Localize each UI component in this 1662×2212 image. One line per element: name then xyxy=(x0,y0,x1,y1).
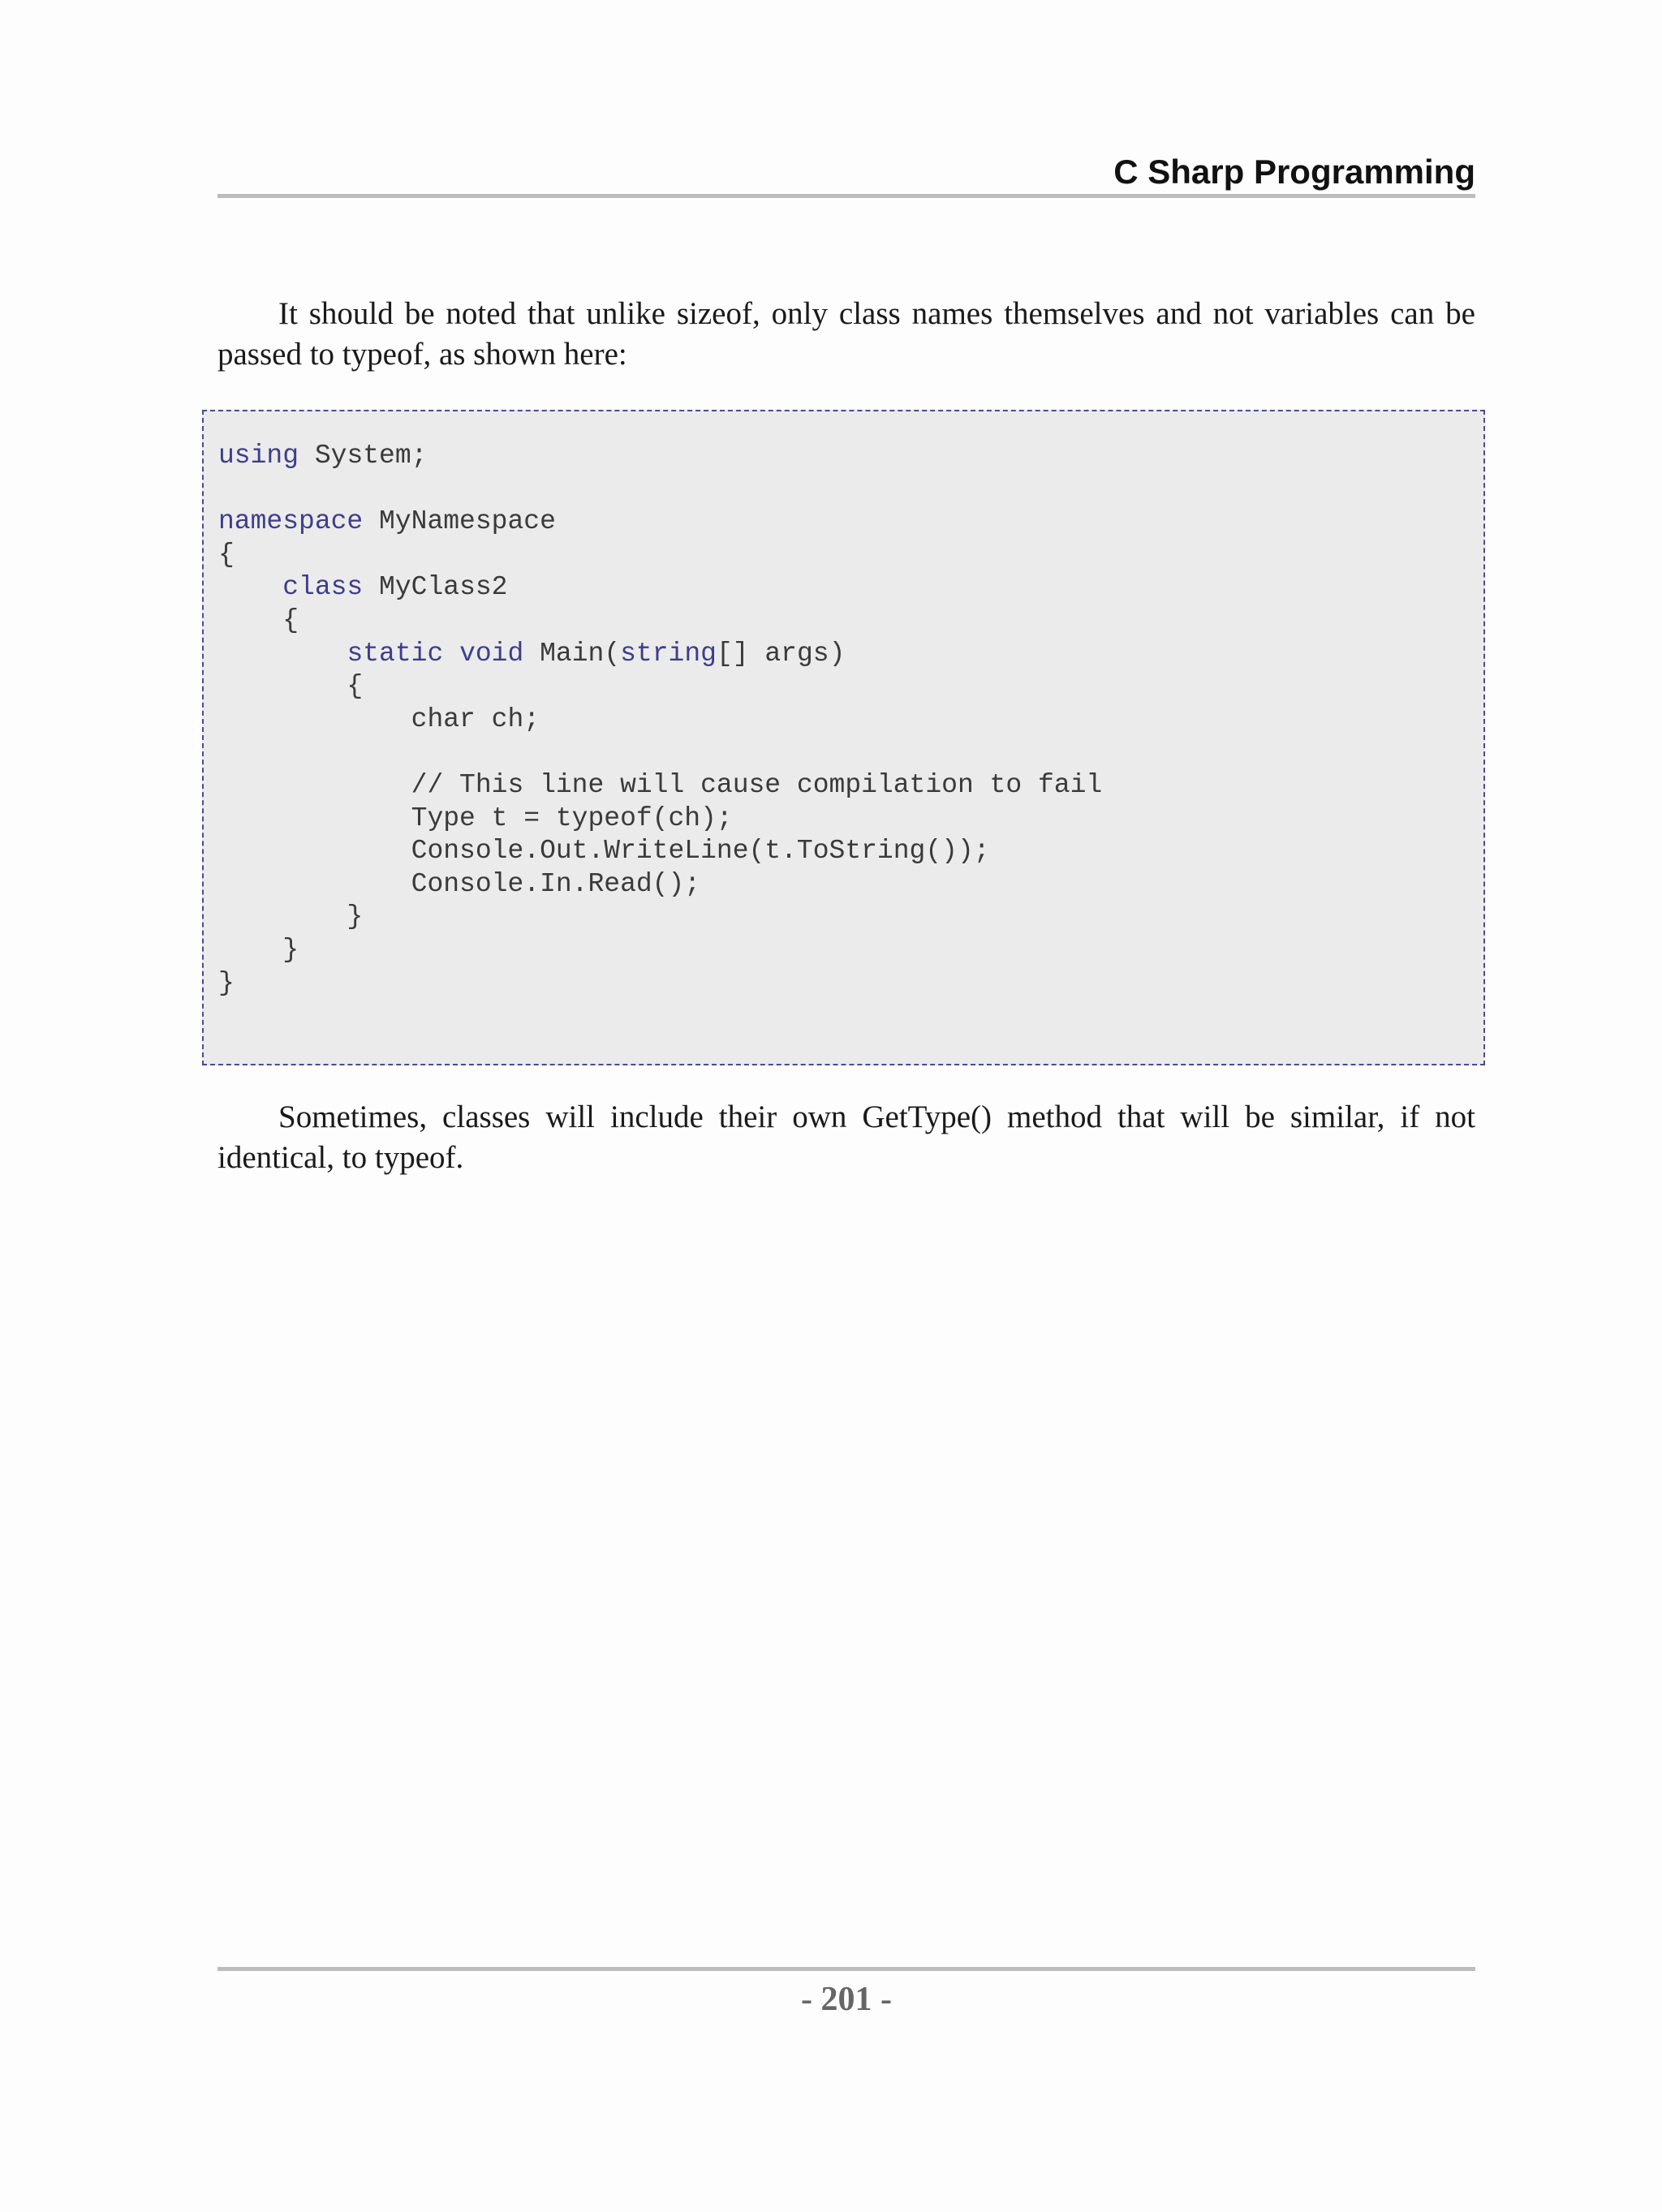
code-text: [] args) xyxy=(716,638,846,669)
code-keyword: class xyxy=(282,572,364,603)
code-line xyxy=(218,835,1102,868)
code-line xyxy=(218,704,1102,737)
footer-divider xyxy=(217,1967,1475,1971)
code-line xyxy=(218,670,1102,704)
code-text: Console.Out.WriteLine(t.ToString()); xyxy=(218,836,990,867)
code-line xyxy=(218,769,1102,803)
code-line xyxy=(218,571,1102,605)
code-text: { xyxy=(218,539,235,570)
code-text xyxy=(443,639,459,669)
code-line xyxy=(218,539,1102,572)
code-text: } xyxy=(218,967,235,998)
code-text: // This line will cause compilation to fail xyxy=(218,769,1103,800)
code-text: { xyxy=(218,605,299,635)
code-text: MyNamespace xyxy=(363,506,556,537)
code-line xyxy=(218,803,1102,836)
header-divider xyxy=(217,194,1475,198)
body-paragraph-gettype: Sometimes, classes will include their own GetType() method that will be similar, if not identical, to typeof. xyxy=(217,1100,1475,1175)
code-text: System; xyxy=(299,441,428,471)
code-text: Type t = typeof(ch); xyxy=(218,803,733,833)
code-keyword: void xyxy=(459,638,524,669)
code-line xyxy=(218,901,1102,934)
code-line xyxy=(218,440,1102,473)
code-text: Console.In.Read(); xyxy=(218,868,701,899)
code-line xyxy=(218,967,1102,1001)
code-text: } xyxy=(218,934,299,965)
code-keyword: static xyxy=(347,638,444,669)
code-line xyxy=(218,506,1102,539)
code-text: char ch; xyxy=(218,704,540,734)
code-line xyxy=(218,736,1102,769)
code-text xyxy=(218,572,282,602)
body-paragraph-intro: It should be noted that unlike sizeof, only class names themselves and not variables can be passed to typeof, as shown here: xyxy=(217,296,1475,372)
code-text xyxy=(218,639,347,669)
code-line xyxy=(218,473,1102,506)
code-listing-box xyxy=(202,410,1485,1065)
page-number: - 201 - xyxy=(801,1981,892,2018)
code-text: { xyxy=(218,671,364,702)
running-header-title: C Sharp Programming xyxy=(1113,153,1475,191)
code-line xyxy=(218,605,1102,638)
code-line xyxy=(218,638,1102,671)
code-text: } xyxy=(218,902,364,932)
code-line xyxy=(218,868,1102,902)
code-keyword: using xyxy=(218,441,299,471)
code-keyword: string xyxy=(620,638,717,669)
code-listing xyxy=(218,440,1102,1000)
code-text: MyClass2 xyxy=(363,572,508,603)
code-line xyxy=(218,934,1102,967)
code-text: Main( xyxy=(523,638,621,669)
code-keyword: namespace xyxy=(218,506,364,537)
